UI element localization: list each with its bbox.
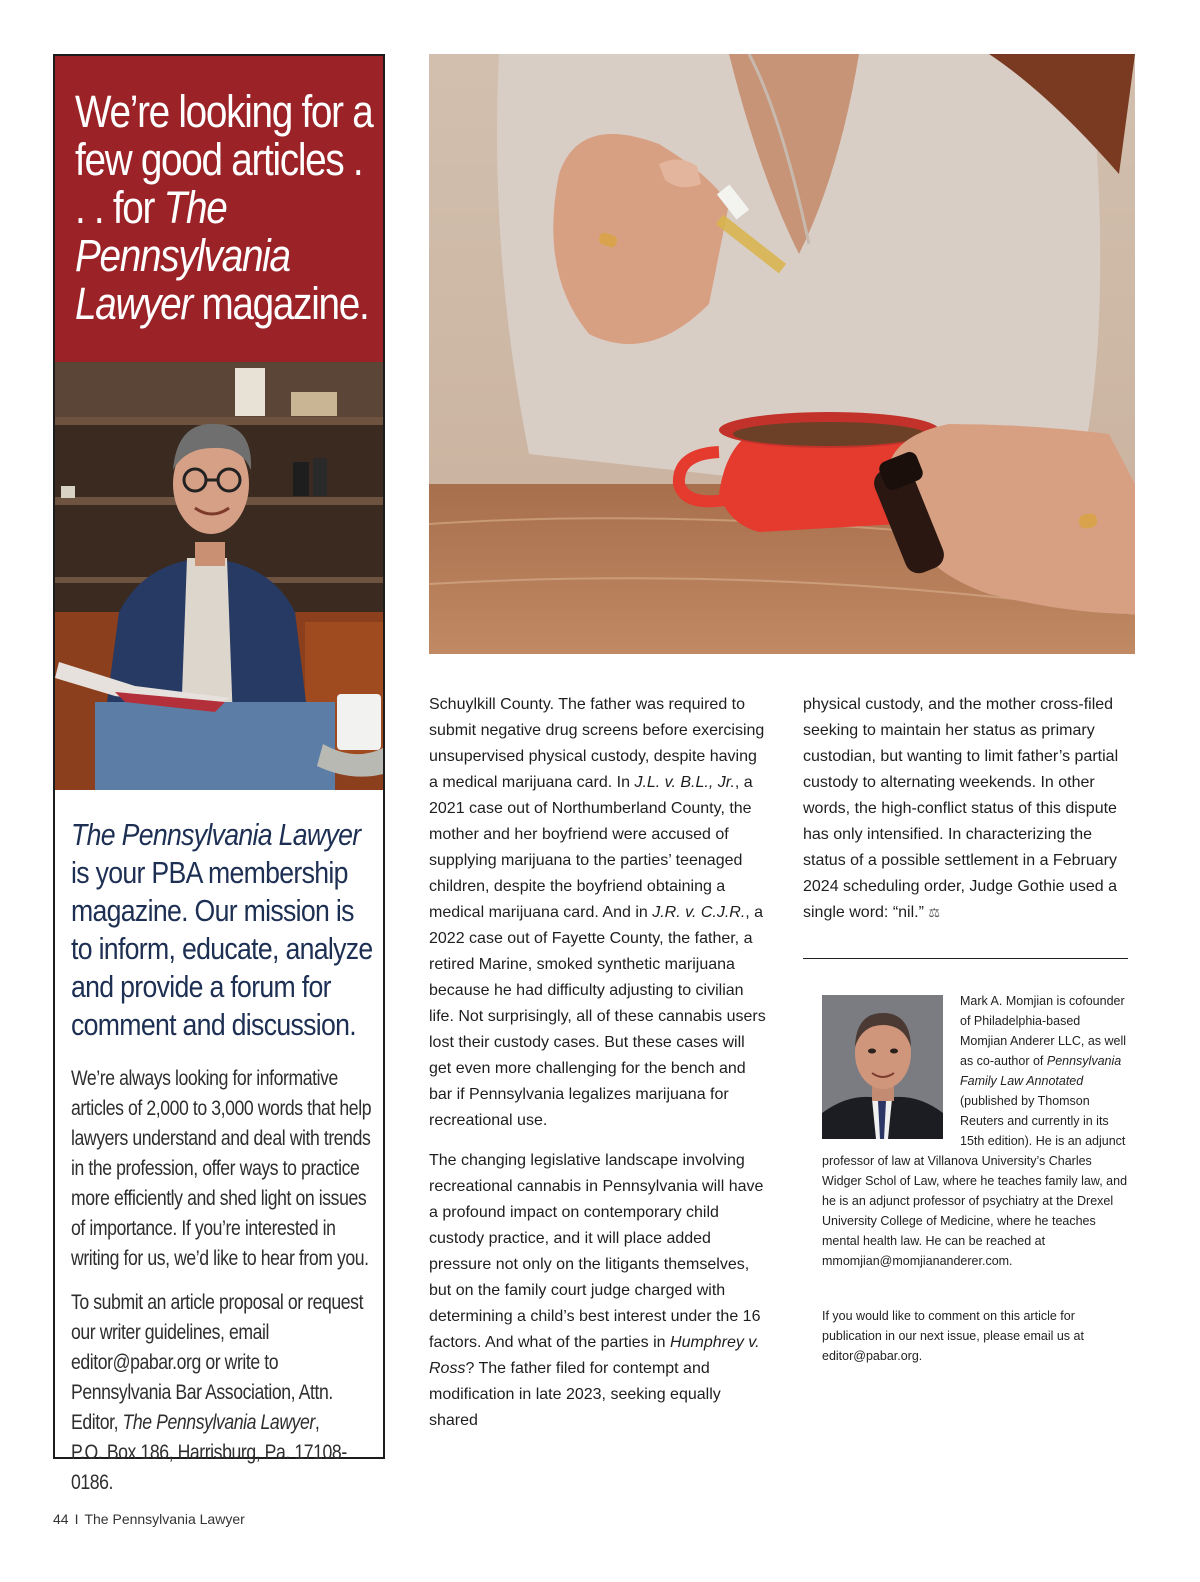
call-for-articles-box: [53, 54, 385, 1494]
article-length-guidance: We’re always looking for informative articles of 2,000 to 3,000 words that help lawyers understand and deal with trends in the profession, offer ways to practice more efficiently and shed light on issues of importance. If you’re interested in writing for us, we’d like to hear from you.: [71, 1067, 372, 1270]
article-column-2: [803, 692, 1138, 940]
submission-text: To submit an article proposal or request our writer guidelines, email editor@pabar.org or write to Pennsylvania Bar Association, Attn. Editor,: [71, 1291, 364, 1434]
author-headshot: [822, 995, 943, 1139]
bio-divider: [803, 958, 1128, 959]
page-number: 44: [53, 1511, 69, 1527]
page-footer: [53, 1511, 245, 1527]
article-text: Schuylkill County. The father was required to submit negative drug screens before exercising unsupervised physical custody, despite having a medical marijuana card. In: [429, 696, 765, 791]
author-bio-continued: professor of law at Villanova University’s Charles Widger Schol of Law, where he teaches family law, and he is an adjunct professor of psychiatry at the Drexel University College of Medicine, where he teaches mental health law. He can be reached at mmomjian@momjiananderer.com.: [822, 1154, 1128, 1268]
call-for-articles-body: [71, 816, 381, 1498]
submission-instructions: [71, 1288, 382, 1498]
case-citation: J.R. v. C.J.R.: [652, 904, 746, 921]
article-text: , a 2022 case out of Fayette County, the father, a retired Marine, smoked synthetic marijuana because he had difficulty adjusting to civilian life. Not surprisingly, all of these cannabis users lost their custody cases. But these cases will get even more challenging for the bench and bar if Pennsylvania legalizes marijuana for recreational use.: [429, 904, 766, 1129]
article-text: The changing legislative landscape involving recreational cannabis in Pennsylvania will have a profound impact on contemporary child custody practice, and it will place added pressure not only on the litigants themselves, but on the family court judge charged with determining a child’s best interest under the 16 factors. And what of the parties in: [429, 1152, 764, 1351]
bio-text: Mark A. Momjian is cofounder of Philadelphia-based Momjian Anderer LLC, as well as co-author of: [960, 994, 1127, 1068]
editor-reading-photo: [55, 362, 383, 790]
call-for-articles-header: [55, 56, 383, 362]
call-for-articles-headline: [75, 88, 376, 328]
author-portrait-illustration: [822, 995, 943, 1139]
case-citation: J.L. v. B.L., Jr.: [634, 774, 735, 791]
case-citation: Humphrey v. Ross: [429, 1334, 760, 1377]
article-text: physical custody, and the mother cross-filed seeking to maintain her status as primary custodian, but wanting to limit father’s partial custody to alternating weekends. In other words, the high-conflict status of this dispute has only intensified. In characterizing the status of a possible settlement in a February 2024 scheduling order, Judge Gothie used a single word: “nil.”: [803, 696, 1119, 921]
article-paragraph: [803, 692, 1138, 926]
article-column-1: [429, 692, 767, 1448]
headline-text-end: magazine.: [192, 278, 369, 329]
mission-magazine-title: The Pennsylvania Lawyer: [71, 817, 361, 852]
article-text: , a 2021 case out of Northumberland County, the mother and her boyfriend were accused of supplying marijuana to the parties’ teenaged children, despite the boyfriend obtaining a medical marijuana card. And in: [429, 774, 753, 921]
footer-separator: I: [74, 1511, 79, 1527]
man-with-magazine-illustration: [55, 362, 383, 790]
bio-text: (published by Thomson Reuters and currently in its 15th edition). He is an adjunct: [960, 1094, 1126, 1148]
headline-text: We’re looking for a few good articles . . . for: [75, 86, 373, 233]
magazine-mission-statement: [71, 816, 381, 1044]
article-text: ? The father filed for contempt and modification in late 2023, seeking equally shared: [429, 1360, 721, 1429]
book-title: Pennsylvania Family Law Annotated: [960, 1054, 1122, 1088]
submission-comma: ,: [314, 1411, 320, 1434]
publication-name: The Pennsylvania Lawyer: [84, 1511, 245, 1527]
article-paragraph: [429, 692, 767, 1134]
headline-magazine-title: The Pennsylvania Lawyer: [75, 182, 290, 329]
article-paragraph: [429, 1148, 767, 1434]
comment-invitation: If you would like to comment on this article for publication in our next issue, please email us at editor@pabar.org.: [822, 1309, 1084, 1363]
author-bio-intro: [960, 991, 1130, 1151]
mission-text: is your PBA membership magazine. Our mission is to inform, educate, analyze and provide a forum for comment and discussion.: [71, 855, 373, 1042]
scales-end-mark-icon: ⚖: [928, 905, 941, 920]
submission-magazine-title: The Pennsylvania Lawyer: [122, 1411, 315, 1434]
mailing-address: P.O. Box 186, Harrisburg, Pa. 17108-0186.: [71, 1441, 347, 1494]
cbd-oil-coffee-illustration: [429, 54, 1135, 654]
hero-photo-cbd-dropper: [429, 54, 1135, 654]
